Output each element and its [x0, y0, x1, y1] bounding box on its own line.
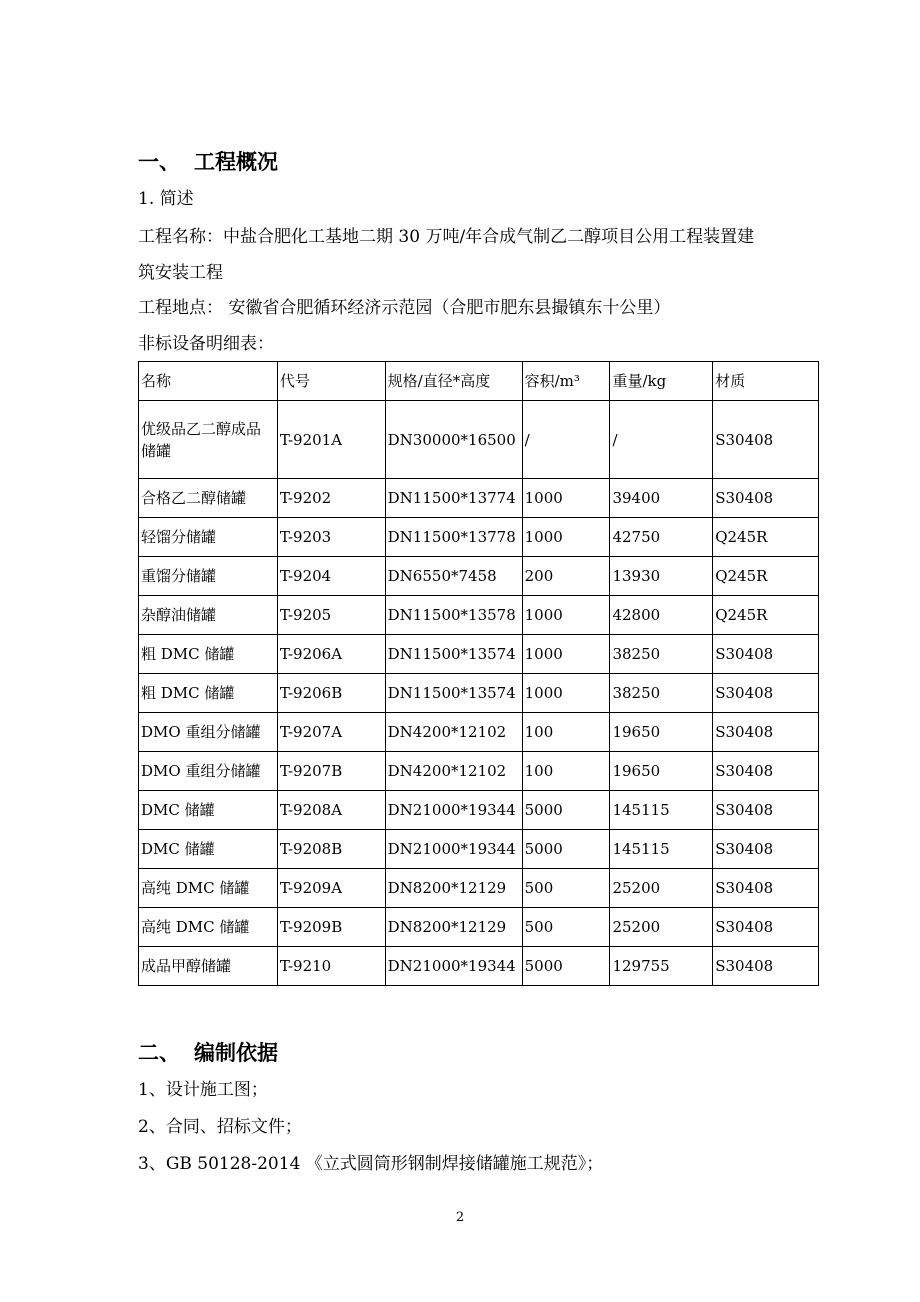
- cell-material: Q245R: [713, 518, 819, 557]
- cell-name: 高纯 DMC 储罐: [139, 869, 278, 908]
- cell-code: T-9205: [277, 596, 385, 635]
- section-heading-basis: [138, 1037, 278, 1067]
- table-row: [139, 401, 819, 479]
- cell-volume: 5000: [522, 947, 610, 986]
- cell-spec: DN11500*13774: [385, 479, 522, 518]
- cell-volume: 1000: [522, 674, 610, 713]
- subsection-summary: 1. 简述: [138, 189, 194, 209]
- cell-volume: 1000: [522, 479, 610, 518]
- cell-name: 高纯 DMC 储罐: [139, 908, 278, 947]
- cell-spec: DN21000*19344: [385, 791, 522, 830]
- cell-spec: DN4200*12102: [385, 752, 522, 791]
- cell-weight: 19650: [610, 752, 713, 791]
- cell-weight: /: [610, 401, 713, 479]
- cell-material: S30408: [713, 401, 819, 479]
- table-row: [139, 635, 819, 674]
- cell-name: DMC 储罐: [139, 830, 278, 869]
- cell-material: S30408: [713, 713, 819, 752]
- cell-weight: 19650: [610, 713, 713, 752]
- header-volume: 容积/m³: [522, 362, 610, 401]
- basis-item: 2、合同、招标文件；: [138, 1117, 302, 1137]
- table-row: [139, 752, 819, 791]
- table-row: [139, 791, 819, 830]
- table-row: [139, 674, 819, 713]
- cell-material: S30408: [713, 908, 819, 947]
- cell-spec: DN6550*7458: [385, 557, 522, 596]
- cell-volume: 500: [522, 908, 610, 947]
- cell-weight: 38250: [610, 674, 713, 713]
- cell-name: 成品甲醇储罐: [139, 947, 278, 986]
- cell-volume: /: [522, 401, 610, 479]
- cell-name: DMO 重组分储罐: [139, 752, 278, 791]
- cell-volume: 1000: [522, 635, 610, 674]
- cell-code: T-9209A: [277, 869, 385, 908]
- cell-volume: 200: [522, 557, 610, 596]
- cell-volume: 5000: [522, 791, 610, 830]
- table-caption: 非标设备明细表：: [138, 334, 274, 354]
- cell-code: T-9201A: [277, 401, 385, 479]
- cell-weight: 38250: [610, 635, 713, 674]
- cell-weight: 42800: [610, 596, 713, 635]
- cell-spec: DN11500*13778: [385, 518, 522, 557]
- cell-code: T-9207B: [277, 752, 385, 791]
- project-location: 工程地点： 安徽省合肥循环经济示范园（合肥市肥东县撮镇东十公里）: [138, 298, 671, 318]
- cell-material: S30408: [713, 947, 819, 986]
- cell-spec: DN8200*12129: [385, 869, 522, 908]
- header-weight: 重量/kg: [610, 362, 713, 401]
- cell-weight: 25200: [610, 908, 713, 947]
- cell-material: S30408: [713, 479, 819, 518]
- header-code: 代号: [277, 362, 385, 401]
- cell-name: 轻馏分储罐: [139, 518, 278, 557]
- section-heading-overview: [138, 146, 278, 176]
- cell-volume: 100: [522, 713, 610, 752]
- cell-material: S30408: [713, 674, 819, 713]
- cell-code: T-9203: [277, 518, 385, 557]
- cell-code: T-9207A: [277, 713, 385, 752]
- cell-spec: DN8200*12129: [385, 908, 522, 947]
- table-row: [139, 830, 819, 869]
- table-header-row: [139, 362, 819, 401]
- section-title: 编制依据: [194, 1041, 278, 1065]
- cell-weight: 39400: [610, 479, 713, 518]
- cell-spec: DN11500*13578: [385, 596, 522, 635]
- cell-volume: 1000: [522, 596, 610, 635]
- cell-material: S30408: [713, 752, 819, 791]
- page-number: 2: [455, 1210, 465, 1225]
- table-row: [139, 479, 819, 518]
- cell-material: S30408: [713, 791, 819, 830]
- cell-material: S30408: [713, 635, 819, 674]
- cell-code: T-9202: [277, 479, 385, 518]
- cell-name: 重馏分储罐: [139, 557, 278, 596]
- cell-spec: DN21000*19344: [385, 830, 522, 869]
- table-row: [139, 518, 819, 557]
- cell-spec: DN11500*13574: [385, 674, 522, 713]
- cell-name: 杂醇油储罐: [139, 596, 278, 635]
- cell-volume: 1000: [522, 518, 610, 557]
- section-title: 工程概况: [194, 150, 278, 174]
- section-number: 一、: [138, 150, 180, 174]
- cell-volume: 100: [522, 752, 610, 791]
- cell-material: Q245R: [713, 557, 819, 596]
- header-material: 材质: [713, 362, 819, 401]
- cell-name: DMC 储罐: [139, 791, 278, 830]
- project-name-line1: 工程名称：中盐合肥化工基地二期 30 万吨/年合成气制乙二醇项目公用工程装置建: [138, 227, 755, 247]
- cell-code: T-9206B: [277, 674, 385, 713]
- cell-spec: DN21000*19344: [385, 947, 522, 986]
- cell-code: T-9208B: [277, 830, 385, 869]
- table-row: [139, 869, 819, 908]
- section-number: 二、: [138, 1041, 180, 1065]
- cell-code: T-9206A: [277, 635, 385, 674]
- cell-code: T-9204: [277, 557, 385, 596]
- cell-spec: DN11500*13574: [385, 635, 522, 674]
- table-row: [139, 713, 819, 752]
- header-spec: 规格/直径*高度: [385, 362, 522, 401]
- cell-volume: 5000: [522, 830, 610, 869]
- cell-name: 粗 DMC 储罐: [139, 674, 278, 713]
- cell-weight: 13930: [610, 557, 713, 596]
- equipment-table: [138, 361, 819, 986]
- cell-weight: 42750: [610, 518, 713, 557]
- cell-name: 优级品乙二醇成品储罐: [139, 401, 278, 479]
- table-row: [139, 908, 819, 947]
- cell-name: 合格乙二醇储罐: [139, 479, 278, 518]
- cell-weight: 129755: [610, 947, 713, 986]
- cell-volume: 500: [522, 869, 610, 908]
- table-row: [139, 596, 819, 635]
- header-name: 名称: [139, 362, 278, 401]
- cell-spec: DN30000*16500: [385, 401, 522, 479]
- cell-material: Q245R: [713, 596, 819, 635]
- cell-spec: DN4200*12102: [385, 713, 522, 752]
- table-row: [139, 557, 819, 596]
- equipment-table-body: [139, 362, 819, 986]
- cell-code: T-9209B: [277, 908, 385, 947]
- basis-item: 1、设计施工图；: [138, 1080, 268, 1100]
- cell-code: T-9210: [277, 947, 385, 986]
- cell-weight: 145115: [610, 791, 713, 830]
- cell-weight: 25200: [610, 869, 713, 908]
- project-name-line2: 筑安装工程: [138, 263, 223, 283]
- cell-material: S30408: [713, 869, 819, 908]
- cell-name: DMO 重组分储罐: [139, 713, 278, 752]
- cell-name: 粗 DMC 储罐: [139, 635, 278, 674]
- table-row: [139, 947, 819, 986]
- cell-weight: 145115: [610, 830, 713, 869]
- cell-material: S30408: [713, 830, 819, 869]
- basis-item: 3、GB 50128-2014 《立式圆筒形钢制焊接储罐施工规范》；: [138, 1154, 604, 1174]
- cell-code: T-9208A: [277, 791, 385, 830]
